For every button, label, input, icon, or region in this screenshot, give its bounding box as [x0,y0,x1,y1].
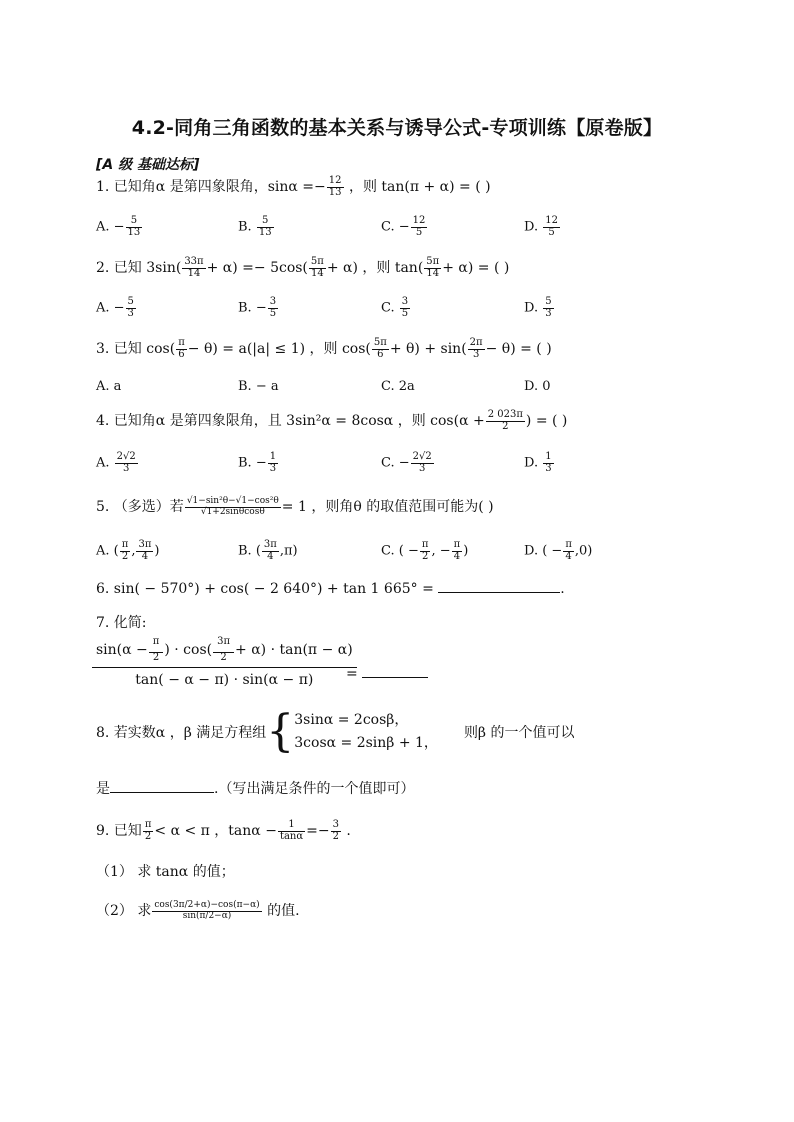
q4-option-b[interactable]: B. − $\frac{1}{3}$ [238,451,277,474]
q6-answer-blank[interactable] [438,578,560,593]
question-8-answer-line: 是 .（写出满足条件的一个值即可） [96,778,414,798]
question-2: 2. 已知 3sin( $\frac{33\pi}{14}$ + α) =− 5cos( $\frac{5\pi}{14}$ + α) ，则 tan( $\frac{5\pi}{14}$ + α) = ( ) [96,256,510,279]
q5-option-a[interactable]: A. ( $\frac{\pi}{2}$ , $\frac{3\pi}{4}$ ) [96,539,160,562]
question-6: 6. sin( − 570°) + cos( − 2 640°) + tan 1 665° = . [96,578,565,597]
question-9: 9. 已知 $\frac{\pi}{2}$ < α < π ，tanα − $\frac{1}{\tan\alpha}$ =− $\frac{3}{2}$ . [96,819,351,842]
q4-option-c[interactable]: C. − $\frac{2√2}{3}$ [381,451,432,474]
question-5: 5. （多选）若 $\frac{\text{√1−sin²θ−√1−cos²θ}}{√1+2\sin\theta\cos\theta}$ = 1 ，则角θ 的取值范围可能为( ) [96,496,494,517]
question-7-expression: sin(α − $\frac{\pi}{2}$ ) · cos( $\frac{3\pi}{2}$ + α) · tan(π − α) tan( − α − π) · sin(α − π) [92,637,357,688]
q7-answer-blank[interactable] [362,663,428,678]
q3-option-c[interactable]: C. 2a [381,379,415,394]
q2-option-b[interactable]: B. − $\frac{3}{5}$ [238,296,277,319]
q3-option-d[interactable]: D. 0 [524,379,551,394]
q1-option-b[interactable]: B. $\frac{5}{13}$ [238,215,272,238]
q1-option-a[interactable]: A. − $\frac{5}{13}$ [96,215,141,238]
question-9-part-1: （1） 求 tanα 的值； [96,864,235,880]
q1-option-c[interactable]: C. − $\frac{12}{5}$ [381,215,426,238]
q3-option-a[interactable]: A. a [96,379,122,394]
question-7-label: 7. 化简: [96,615,147,631]
question-1 [96,176,491,198]
q1-option-d[interactable]: D. $\frac{12}{5}$ [524,215,558,238]
question-3: 3. 已知 cos( $\frac{\pi}{6}$ − θ) = a(|a| ≤ 1) ，则 cos( $\frac{5\pi}{6}$ + θ) + sin( $\frac{2\pi}{3}$ − θ) = ( ) [96,337,552,360]
page-title: 4.2-同角三角函数的基本关系与诱导公式-专项训练【原卷版】 [131,117,663,139]
q1-text-a: 1. 已知角α 是第四象限角，sinα =− [96,179,326,195]
q4-option-d[interactable]: D. $\frac{1}{3}$ [524,451,552,474]
question-9-part-2: （2） 求 $\frac{\cos(3\pi/2+\alpha)-\cos(\pi-\alpha)}{\sin(\pi/2-\alpha)}$ 的值. [96,900,300,921]
q5-option-d[interactable]: D. ( − $\frac{\pi}{4}$ ,0) [524,539,593,562]
q3-option-b[interactable]: B. − a [238,379,279,394]
question-4: 4. 已知角α 是第四象限角，且 3sin²α = 8cosα ，则 cos(α + $\frac{2 023\pi}{2}$ ) = ( ) [96,409,568,432]
q4-option-a[interactable]: A. $\frac{2√2}{3}$ [96,451,136,474]
system-brace: { [266,706,295,757]
section-heading: [A 级 基础达标] [96,157,200,173]
q1-fraction: $\frac{12}{13}$ [328,175,342,198]
q5-option-c[interactable]: C. ( − $\frac{\pi}{2}$ , − $\frac{\pi}{4}$ ) [381,539,469,562]
q8-answer-blank[interactable] [110,778,214,793]
q2-option-d[interactable]: D. $\frac{5}{3}$ [524,296,552,319]
question-7-equals: = [346,663,428,682]
q5-option-b[interactable]: B. ( $\frac{3\pi}{4}$ ,π) [238,539,298,562]
q2-option-c[interactable]: C. $\frac{3}{5}$ [381,296,409,319]
q2-option-a[interactable]: A. − $\frac{5}{3}$ [96,296,134,319]
question-8: 8. 若实数α ，β 满足方程组{3sinα = 2cosβ， 3cosα = 2sinβ + 1，则β 的一个值可以 [96,706,575,757]
q1-text-b: ，则 tan(π + α) = ( ) [344,179,491,195]
